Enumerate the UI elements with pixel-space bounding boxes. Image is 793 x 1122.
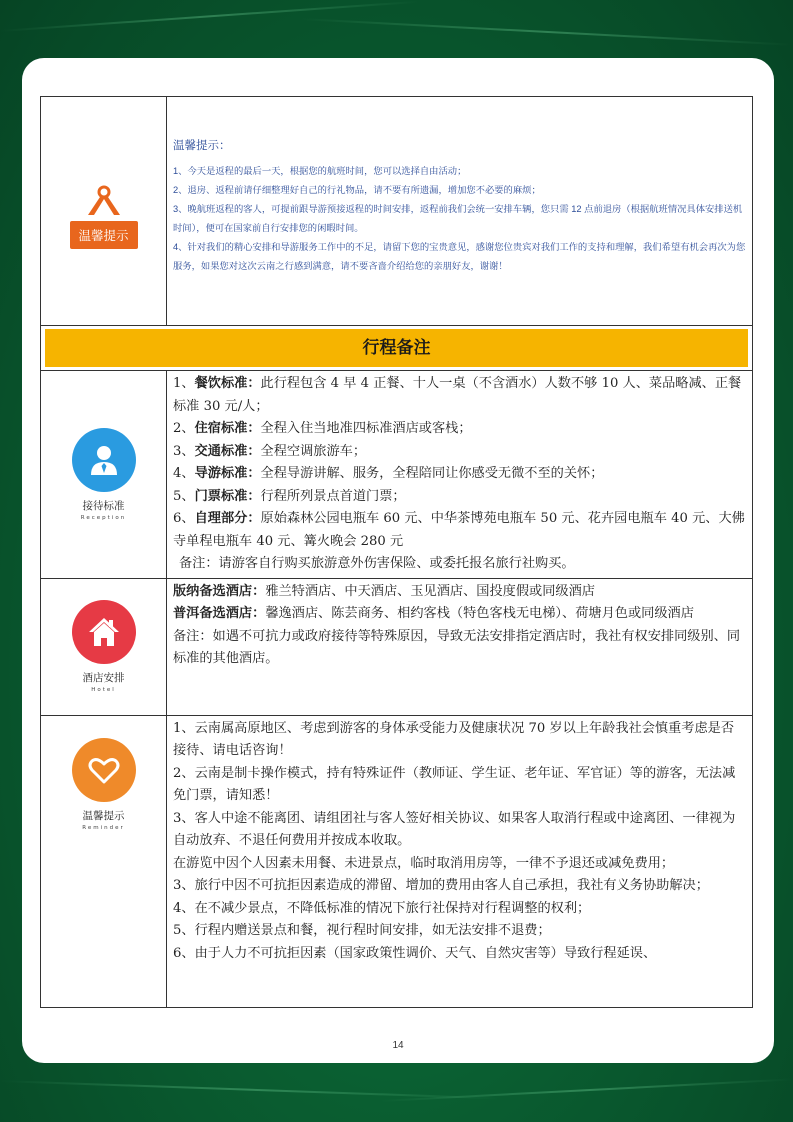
- reminder-paragraph: 4、在不减少景点，不降低标准的情况下旅行社保持对行程调整的权利；: [173, 900, 591, 916]
- reception-item: 3、交通标准：全程空调旅游车；: [173, 443, 367, 459]
- tip-line: 1、今天是返程的最后一天，根据您的航班时间，您可以选择自由活动；: [173, 166, 467, 176]
- page-number: 14: [392, 1040, 404, 1051]
- reception-sub: Reception: [80, 514, 127, 521]
- hotel-sub: Hotel: [91, 687, 116, 693]
- reminder-paragraph: 2、云南是制卡操作模式，持有特殊证件（教师证、学生证、老年证、军官证）等的游客，无法减免门票，请知悉！: [173, 765, 736, 803]
- section-banner: 行程备注: [45, 329, 748, 367]
- reception-item: 1、餐饮标准：此行程包含 4 早 4 正餐、十人一桌（不含酒水）人数不够 10 人、菜品略减、正餐标准 30 元/人；: [173, 376, 742, 414]
- reception-icon: [72, 428, 136, 492]
- hotel-note: 备注：如遇不可抗力或政府接待等特殊原因，导致无法安排指定酒店时，我社有权安排同级别、同标准的其他酒店。: [173, 628, 741, 666]
- tip-line: 2、退房、返程前请仔细整理好自己的行礼物品，请不要有所遗漏，增加您不必要的麻烦；: [173, 185, 541, 195]
- reminder-paragraph: 3、旅行中因不可抗拒因素造成的滞留、增加的费用由客人自己承担，我社有义务协助解决；: [173, 878, 709, 893]
- reminder-paragraph: 1、云南属高原地区、考虑到游客的身体承受能力及健康状况 70 岁以上年龄我社会慎重考虑是否接待、请电话咨询！: [173, 720, 735, 758]
- bg-streak: [0, 1080, 500, 1099]
- reception-note: 备注：请游客自行购买旅游意外伤害保险、或委托报名旅行社购买。: [179, 556, 575, 571]
- banner-row: [41, 326, 753, 371]
- reception-text-cell: [167, 371, 753, 579]
- tip-line: 3、晚航班返程的客人，可提前跟导游预接返程的时间安排，返程前我们会统一安排车辆，您只需 12 点前退房（根据航班情况具体安排送机时间），便可在国家前自行安排您的闲暇时间。: [173, 204, 743, 233]
- reminder-paragraph: 5、行程内赠送景点和餐，视行程时间安排，如无法安排不退费；: [173, 923, 551, 938]
- hotel-label: 酒店安排: [82, 672, 125, 684]
- reception-row: [41, 371, 753, 579]
- hotel-icon-cell: [41, 578, 167, 715]
- document-page: [22, 58, 774, 1063]
- reception-item: 4、导游标准：全程导游讲解、服务，全程陪同让你感受无微不至的关怀；: [173, 466, 604, 481]
- hotel-text-cell: [167, 578, 753, 715]
- reminder-text-cell: [167, 715, 753, 1007]
- reception-item: 5、门票标准：行程所列景点首道门票；: [173, 488, 406, 504]
- tip-line: 4、针对我们的精心安排和导游服务工作中的不足，请留下您的宝贵意见，感谢您位贵宾对我们工作的支持和理解，我们希望有机会再次为您服务，如果您对这次云南之行感到满意，请不要吝啬介绍给您的亲朋好友，谢谢！: [173, 242, 746, 271]
- reception-item: 2、住宿标准：全程入住当地准四标准酒店或客栈；: [173, 421, 472, 436]
- bg-streak: [380, 1078, 793, 1102]
- banner-cell: [41, 326, 753, 371]
- bg-streak: [0, 1, 419, 32]
- reminder-icon: [72, 738, 136, 802]
- tip-badge-label: 温馨提示: [70, 221, 138, 249]
- bg-streak: [300, 18, 792, 46]
- hanger-icon: [70, 185, 138, 217]
- tip-badge: [70, 185, 138, 249]
- reception-item: 6、自理部分：原始森林公园电瓶车 60 元、中华茶博苑电瓶车 50 元、花卉园电瓶车 40 元、大佛寺单程电瓶车 40 元、篝火晚会 280 元: [173, 511, 745, 549]
- reminder-paragraph: 3、客人中途不能离团、请组团社与客人签好相关协议、如果客人取消行程或中途离团、一律视为自动放弃、不退任何费用并按成本收取。: [173, 810, 736, 848]
- reminder-row: [41, 715, 753, 1007]
- reminder-paragraph: 在游览中因个人因素未用餐、未进景点，临时取消用房等，一律不予退还或减免费用；: [173, 855, 675, 871]
- reminder-sub: Reminder: [82, 824, 125, 831]
- hotel-item: 版纳备选酒店：雅兰特酒店、中天酒店、玉见酒店、国投度假或同级酒店: [173, 583, 595, 599]
- itinerary-table: [40, 96, 753, 1008]
- heart-icon: [86, 752, 122, 788]
- tip-row: [41, 97, 753, 326]
- house-icon: [86, 614, 122, 650]
- hotel-icon: [72, 600, 136, 664]
- hotel-row: [41, 578, 753, 715]
- reminder-paragraph: 6、由于人力不可抗拒因素（国家政策性调价、天气、自然灾害等）导致行程延误、: [173, 945, 657, 961]
- person-icon: [86, 442, 122, 478]
- tip-text-cell: [167, 97, 753, 326]
- reception-icon-cell: [41, 371, 167, 579]
- hotel-item: 普洱备选酒店：馨逸酒店、陈芸商务、相约客栈（特色客栈无电梯）、荷塘月色或同级酒店: [173, 606, 694, 621]
- reminder-icon-cell: [41, 715, 167, 1007]
- reception-label: 接待标准: [82, 499, 125, 512]
- reminder-label: 温馨提示: [82, 809, 125, 822]
- tip-icon-cell: [41, 97, 167, 326]
- tip-title: 温馨提示：: [173, 140, 231, 152]
